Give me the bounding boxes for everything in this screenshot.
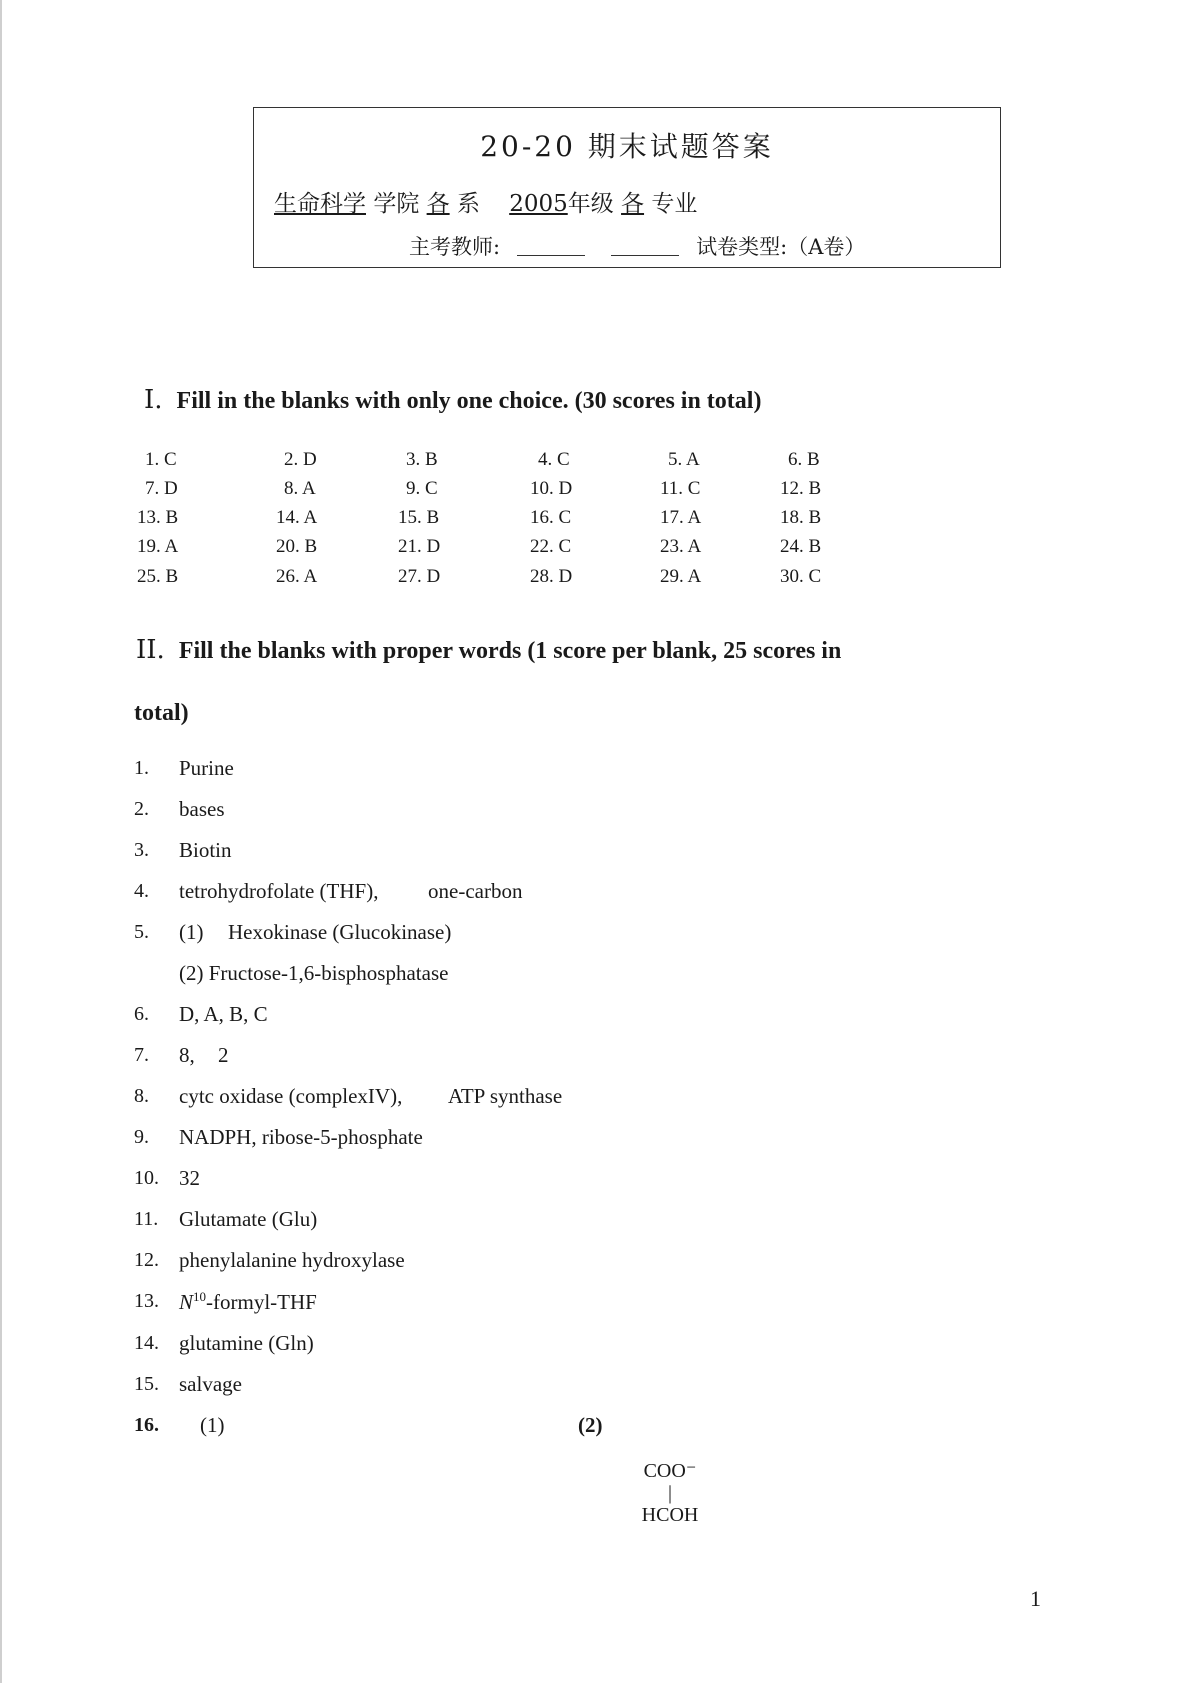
dept-name: 各 bbox=[426, 191, 450, 217]
chem-carboxylate: COO⁻ bbox=[643, 1460, 697, 1482]
item-number: 11. bbox=[134, 1208, 159, 1230]
answer-cell: 13. B bbox=[137, 507, 179, 528]
chem-bond: | bbox=[667, 1482, 672, 1504]
item-number: 10. bbox=[134, 1167, 159, 1189]
item-number: 8. bbox=[134, 1085, 149, 1107]
answer-cell: 24. B bbox=[780, 536, 822, 557]
dept-suffix: 系 bbox=[456, 191, 480, 217]
item-answer: Purine bbox=[179, 756, 234, 780]
major-name: 各 bbox=[621, 191, 645, 217]
item-answer: NADPH, ribose-5-phosphate bbox=[179, 1125, 423, 1149]
answer-cell: 30. C bbox=[780, 566, 822, 587]
answer-cell: 12. B bbox=[780, 478, 822, 499]
item-number: 13. bbox=[134, 1290, 159, 1312]
answer-cell: 22. C bbox=[530, 536, 572, 557]
section1-roman: I. bbox=[144, 385, 163, 415]
header-top-border bbox=[254, 107, 1000, 108]
answer-cell: 7. D bbox=[145, 478, 178, 499]
item-number: 15. bbox=[134, 1373, 159, 1395]
answer-cell: 20. B bbox=[276, 536, 318, 557]
section2-heading bbox=[136, 635, 841, 665]
answer-cell: 19. A bbox=[137, 536, 179, 557]
answer-cell: 5. A bbox=[668, 449, 700, 470]
answer-cell: 21. D bbox=[398, 536, 441, 557]
answer-cell: 23. A bbox=[660, 536, 702, 557]
answer-cell: 29. A bbox=[660, 566, 702, 587]
chem-structure bbox=[630, 1460, 710, 1526]
item-answer-second: ATP synthase bbox=[448, 1084, 563, 1108]
item-superscript: 10 bbox=[193, 1289, 207, 1304]
answer-cell: 14. A bbox=[276, 507, 318, 528]
item-answer: phenylalanine hydroxylase bbox=[179, 1248, 405, 1272]
answer-cell: 3. B bbox=[406, 449, 438, 470]
teacher-line bbox=[409, 231, 865, 261]
item-answer: (1) bbox=[179, 920, 204, 944]
item-answer: 8, bbox=[179, 1043, 195, 1067]
answer-cell: 1. C bbox=[145, 449, 177, 470]
item16-part2: (2) bbox=[578, 1413, 603, 1437]
answer-cell: 16. C bbox=[530, 507, 572, 528]
header-corner bbox=[253, 107, 254, 117]
item-answer-rest: -formyl-THF bbox=[206, 1290, 317, 1314]
item-answer bbox=[179, 1289, 317, 1315]
item-number: 12. bbox=[134, 1249, 159, 1271]
item-answer: bases bbox=[179, 797, 225, 821]
year-suffix: 年级 bbox=[567, 191, 614, 217]
section1-title: Fill in the blanks with only one choice. (30 scores in total) bbox=[176, 388, 762, 414]
college-name: 生命科学 bbox=[274, 191, 366, 217]
paper-type: 试卷类型:（A卷） bbox=[696, 235, 866, 259]
item-answer: D, A, B, C bbox=[179, 1002, 268, 1026]
exam-header-box bbox=[253, 107, 1001, 268]
item-number: 7. bbox=[134, 1044, 149, 1066]
answer-cell: 28. D bbox=[530, 566, 573, 587]
section2-title-line1: Fill the blanks with proper words (1 score per blank, 25 scores in bbox=[178, 638, 842, 664]
answer-cell: 15. B bbox=[398, 507, 440, 528]
item-number: 2. bbox=[134, 798, 149, 820]
answer-cell: 8. A bbox=[284, 478, 316, 499]
answer-cell: 6. B bbox=[788, 449, 820, 470]
major-suffix: 专业 bbox=[651, 191, 698, 217]
item-number: 1. bbox=[134, 757, 149, 779]
item-number: 14. bbox=[134, 1332, 159, 1354]
scan-edge bbox=[0, 0, 2, 1683]
year-value: 2005 bbox=[509, 191, 568, 217]
item-number: 16. bbox=[134, 1414, 159, 1436]
item-answer: (2) Fructose-1,6-bisphosphatase bbox=[179, 961, 449, 985]
item-answer-second: one-carbon bbox=[428, 879, 523, 903]
item-answer: 32 bbox=[179, 1166, 200, 1190]
item-italic: N bbox=[179, 1290, 194, 1314]
item-answer-second: 2 bbox=[218, 1043, 229, 1067]
item-number: 5. bbox=[134, 921, 149, 943]
teacher-blank-1 bbox=[517, 255, 585, 256]
answer-cell: 26. A bbox=[276, 566, 318, 587]
item16-part1: (1) bbox=[200, 1413, 225, 1437]
answer-cell: 11. C bbox=[660, 478, 701, 499]
answer-cell: 9. C bbox=[406, 478, 438, 499]
item-number: 9. bbox=[134, 1126, 149, 1148]
page-number: 1 bbox=[1030, 1586, 1041, 1611]
answer-cell: 4. C bbox=[538, 449, 570, 470]
item-number: 3. bbox=[134, 839, 149, 861]
exam-info-line bbox=[274, 185, 697, 218]
answer-cell: 25. B bbox=[137, 566, 179, 587]
chem-hcoh: HCOH bbox=[641, 1504, 699, 1526]
college-suffix: 学院 bbox=[373, 191, 420, 217]
item-answer: Biotin bbox=[179, 838, 232, 862]
answer-cell: 27. D bbox=[398, 566, 441, 587]
item-answer: Glutamate (Glu) bbox=[179, 1207, 318, 1231]
answer-cell: 2. D bbox=[284, 449, 317, 470]
teacher-label: 主考教师: bbox=[409, 235, 501, 259]
item-answer: salvage bbox=[179, 1372, 242, 1396]
item-number: 6. bbox=[134, 1003, 149, 1025]
answer-cell: 10. D bbox=[530, 478, 573, 499]
section1-heading bbox=[144, 385, 761, 415]
item-answer: glutamine (Gln) bbox=[179, 1331, 314, 1355]
section2-title-line2: total) bbox=[134, 700, 189, 726]
item-answer: cytc oxidase (complexIV), bbox=[179, 1084, 403, 1108]
answer-cell: 17. A bbox=[660, 507, 702, 528]
exam-title: 20-20 期末试题答案 bbox=[480, 130, 774, 163]
item-answer: tetrohydrofolate (THF), bbox=[179, 879, 379, 903]
item-answer-second: Hexokinase (Glucokinase) bbox=[228, 920, 452, 944]
answer-cell: 18. B bbox=[780, 507, 822, 528]
section2-roman: II. bbox=[136, 635, 165, 665]
item-number: 4. bbox=[134, 880, 149, 902]
teacher-blank-2 bbox=[611, 255, 679, 256]
